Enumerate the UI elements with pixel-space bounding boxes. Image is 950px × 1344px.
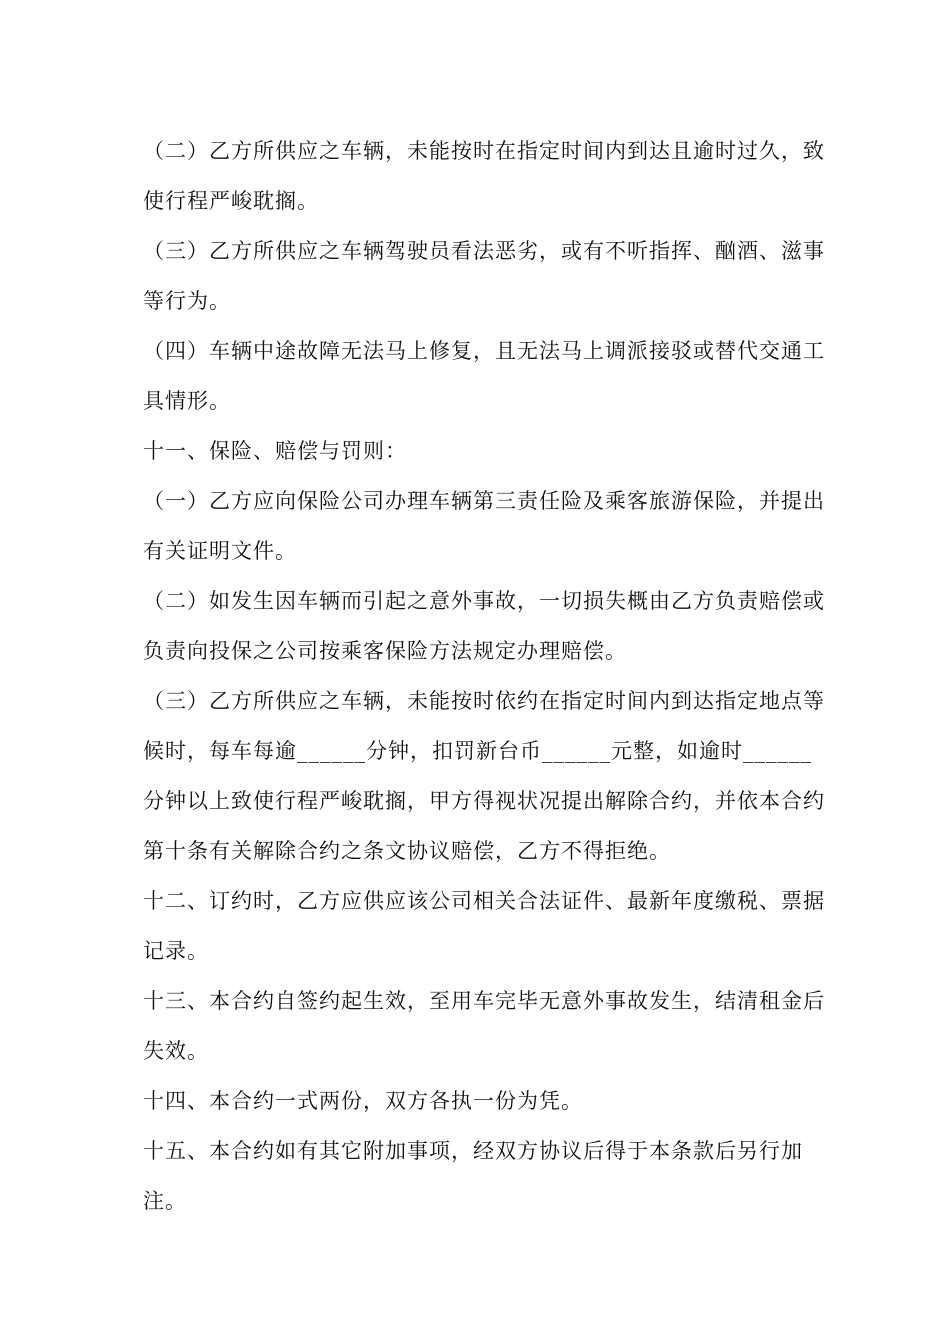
clause-11-3: （三）乙方所供应之车辆，未能按时依约在指定时间内到达指定地点等候时，每车每逾______分钟，扣罚新台币______元整，如逾时______分钟以上致使行程严峻耽搁，甲方得视状况提出解除合约，并依本合约第十条有关解除合约之条文协议赔偿，乙方不得拒绝。 [143,689,825,863]
section-11-heading: 十一、保险、赔偿与罚则： [143,439,407,463]
section-14: 十四、本合约一式两份，双方各执一份为凭。 [143,1089,583,1113]
section-12: 十二、订约时，乙方应供应该公司相关合法证件、最新年度缴税、票据记录。 [143,889,825,963]
clause-11-2: （二）如发生因车辆而引起之意外事故，一切损失概由乙方负责赔偿或负责向投保之公司按乘客保险方法规定办理赔偿。 [143,589,825,663]
section-15: 十五、本合约如有其它附加事项，经双方协议后得于本条款后另行加注。 [143,1139,803,1213]
clause-10-4: （四）车辆中途故障无法马上修复，且无法马上调派接驳或替代交通工具情形。 [143,339,825,413]
clause-11-1: （一）乙方应向保险公司办理车辆第三责任险及乘客旅游保险，并提出有关证明文件。 [143,489,825,563]
section-13: 十三、本合约自签约起生效，至用车完毕无意外事故发生，结清租金后失效。 [143,989,825,1063]
clause-10-3: （三）乙方所供应之车辆驾驶员看法恶劣，或有不听指挥、酗酒、滋事等行为。 [143,239,825,313]
document-body [143,126,833,1226]
clause-10-2: （二）乙方所供应之车辆，未能按时在指定时间内到达且逾时过久，致使行程严峻耽搁。 [143,139,825,213]
